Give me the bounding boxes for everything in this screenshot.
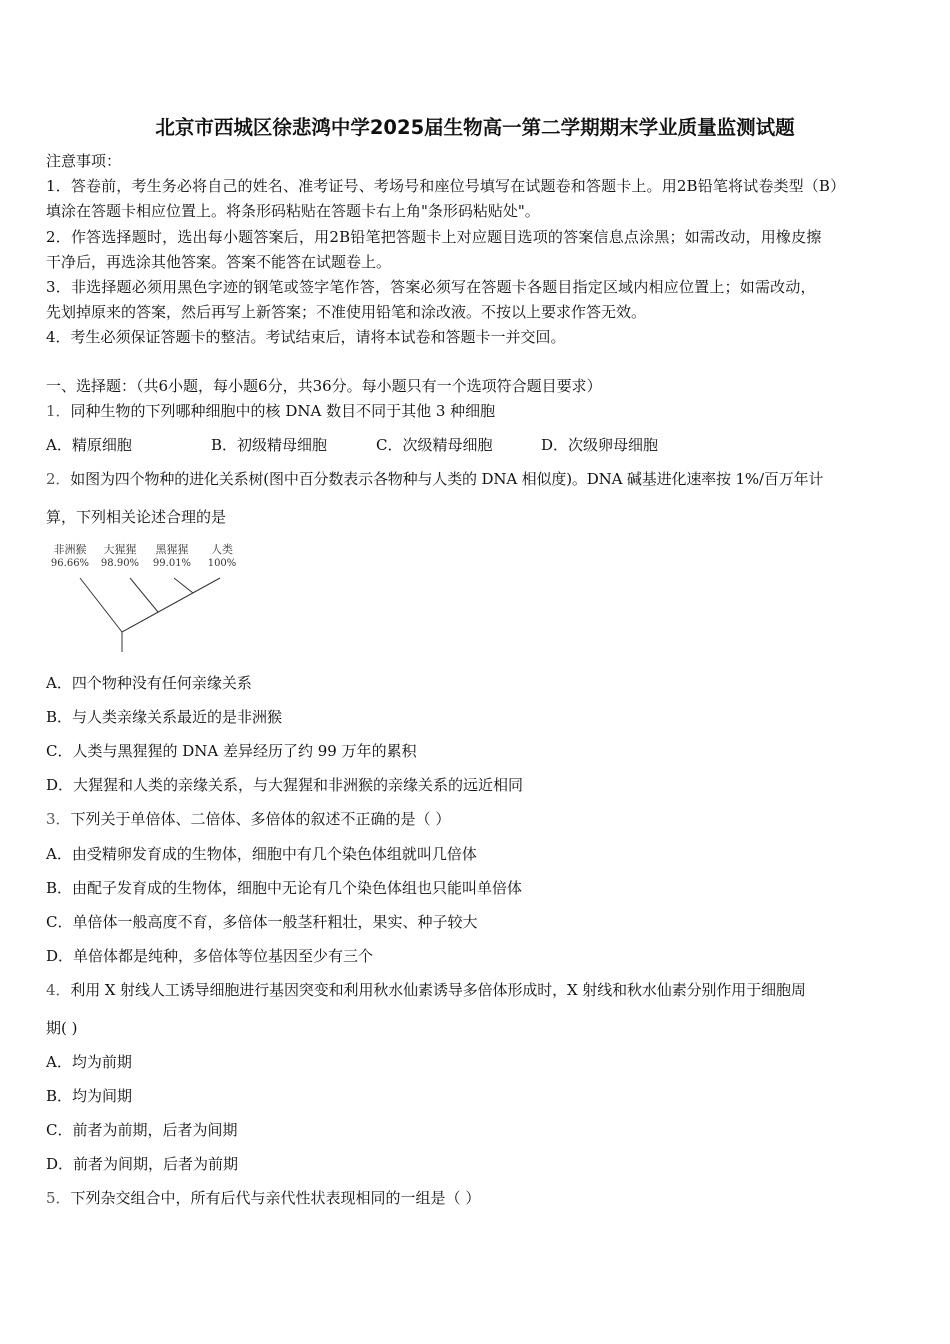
question-number: 5．: [46, 1189, 71, 1207]
question-2-option-c: C．人类与黑猩猩的 DNA 差异经历了约 99 万年的累积: [46, 742, 417, 760]
notice-heading: 注意事项：: [46, 152, 122, 170]
question-1: [46, 401, 908, 421]
page-title: 北京市西城区徐悲鸿中学2025届生物高一第二学期期末学业质量监测试题: [155, 116, 795, 139]
similarity-label: 99.01%: [152, 558, 192, 569]
question-4-option-d: D．前者为间期，后者为前期: [46, 1155, 239, 1173]
branch-monkey: [80, 578, 122, 632]
species-label: 人类: [211, 543, 233, 556]
question-2-option-d: D．大猩猩和人类的亲缘关系，与大猩猩和非洲猴的亲缘关系的远近相同: [46, 776, 524, 794]
species-label: 黑猩猩: [155, 543, 189, 556]
similarity-label: 100%: [207, 558, 237, 569]
section-heading: 一、选择题：（共6小题，每小题6分，共36分。每小题只有一个选项符合题目要求）: [46, 377, 602, 395]
question-number: 1．: [46, 402, 71, 420]
species-label: 非洲猴: [53, 543, 87, 556]
question-3-option-d: D．单倍体都是纯种，多倍体等位基因至少有三个: [46, 947, 374, 965]
notice-line-3: 2．作答选择题时，选出每小题答案后，用2B铅笔把答题卡上对应题目选项的答案信息点涂黑；如需改动，用橡皮擦: [46, 228, 822, 246]
question-stem: 下列杂交组合中，所有后代与亲代性状表现相同的一组是（ ）: [70, 1189, 481, 1207]
question-4: [46, 980, 908, 1000]
evolution-tree-figure: [48, 540, 248, 655]
option-d: D．次级卵母细胞: [541, 436, 659, 454]
question-number: 4．: [46, 981, 71, 999]
option-c: C．次级精母细胞: [376, 436, 493, 454]
question-2-option-a: A．四个物种没有任何亲缘关系: [46, 674, 252, 692]
question-4-option-a: A．均为前期: [46, 1053, 132, 1071]
question-number: 2．: [46, 470, 71, 488]
notice-line-7: 4．考生必须保证答题卡的整洁。考试结束后，请将本试卷和答题卡一并交回。: [46, 328, 566, 346]
notice-line-1: 1．答卷前，考生务必将自己的姓名、准考证号、考场号和座位号填写在试题卷和答题卡上。用2B铅笔将试卷类型（B）: [46, 177, 846, 195]
option-a: A．精原细胞: [46, 436, 132, 454]
question-3-option-b: B．由配子发育成的生物体，细胞中无论有几个染色体组也只能叫单倍体: [46, 879, 523, 897]
question-stem: 利用 X 射线人工诱导细胞进行基因突变和利用秋水仙素诱导多倍体形成时，X 射线和秋水仙素分别作用于细胞周: [70, 981, 806, 999]
question-5: [46, 1188, 908, 1208]
question-stem: 同种生物的下列哪种细胞中的核 DNA 数目不同于其他 3 种细胞: [70, 402, 496, 420]
question-2: [46, 469, 908, 489]
notice-line-6: 先划掉原来的答案，然后再写上新答案；不准使用铅笔和涂改液。不按以上要求作答无效。: [46, 303, 647, 321]
species-label: 大猩猩: [103, 543, 137, 556]
notice-line-5: 3．非选择题必须用黑色字迹的钢笔或签字笔作答，答案必须写在答题卡各题目指定区域内相应位置上；如需改动，: [46, 278, 816, 296]
similarity-label: 98.90%: [100, 558, 140, 569]
question-stem: 下列关于单倍体、二倍体、多倍体的叙述不正确的是（ ）: [70, 810, 451, 828]
branch-gorilla: [130, 578, 158, 612]
question-4-option-b: B．均为间期: [46, 1087, 133, 1105]
question-stem: 如图为四个物种的进化关系树(图中百分数表示各物种与人类的 DNA 相似度)。DNA 碱基进化速率按 1%/百万年计: [70, 470, 824, 488]
notice-line-4: 干净后，再选涂其他答案。答案不能答在试题卷上。: [46, 253, 392, 271]
question-2-option-b: B．与人类亲缘关系最近的是非洲猴: [46, 708, 283, 726]
notice-line-2: 填涂在答题卡相应位置上。将条形码粘贴在答题卡右上角"条形码粘贴处"。: [46, 202, 540, 220]
question-3-option-c: C．单倍体一般高度不育，多倍体一般茎秆粗壮，果实、种子较大: [46, 913, 478, 931]
option-b: B．初级精母细胞: [211, 436, 328, 454]
branch-chimp: [174, 578, 193, 593]
similarity-label: 96.66%: [50, 558, 90, 569]
question-number: 3．: [46, 810, 71, 828]
question-4-option-c: C．前者为前期，后者为间期: [46, 1121, 238, 1139]
question-4-stem-cont: 期( ): [46, 1019, 78, 1037]
question-3-option-a: A．由受精卵发育成的生物体，细胞中有几个染色体组就叫几倍体: [46, 845, 477, 863]
question-3: [46, 809, 908, 829]
question-2-stem-cont: 算，下列相关论述合理的是: [46, 508, 227, 526]
tree-branches: [80, 578, 220, 652]
